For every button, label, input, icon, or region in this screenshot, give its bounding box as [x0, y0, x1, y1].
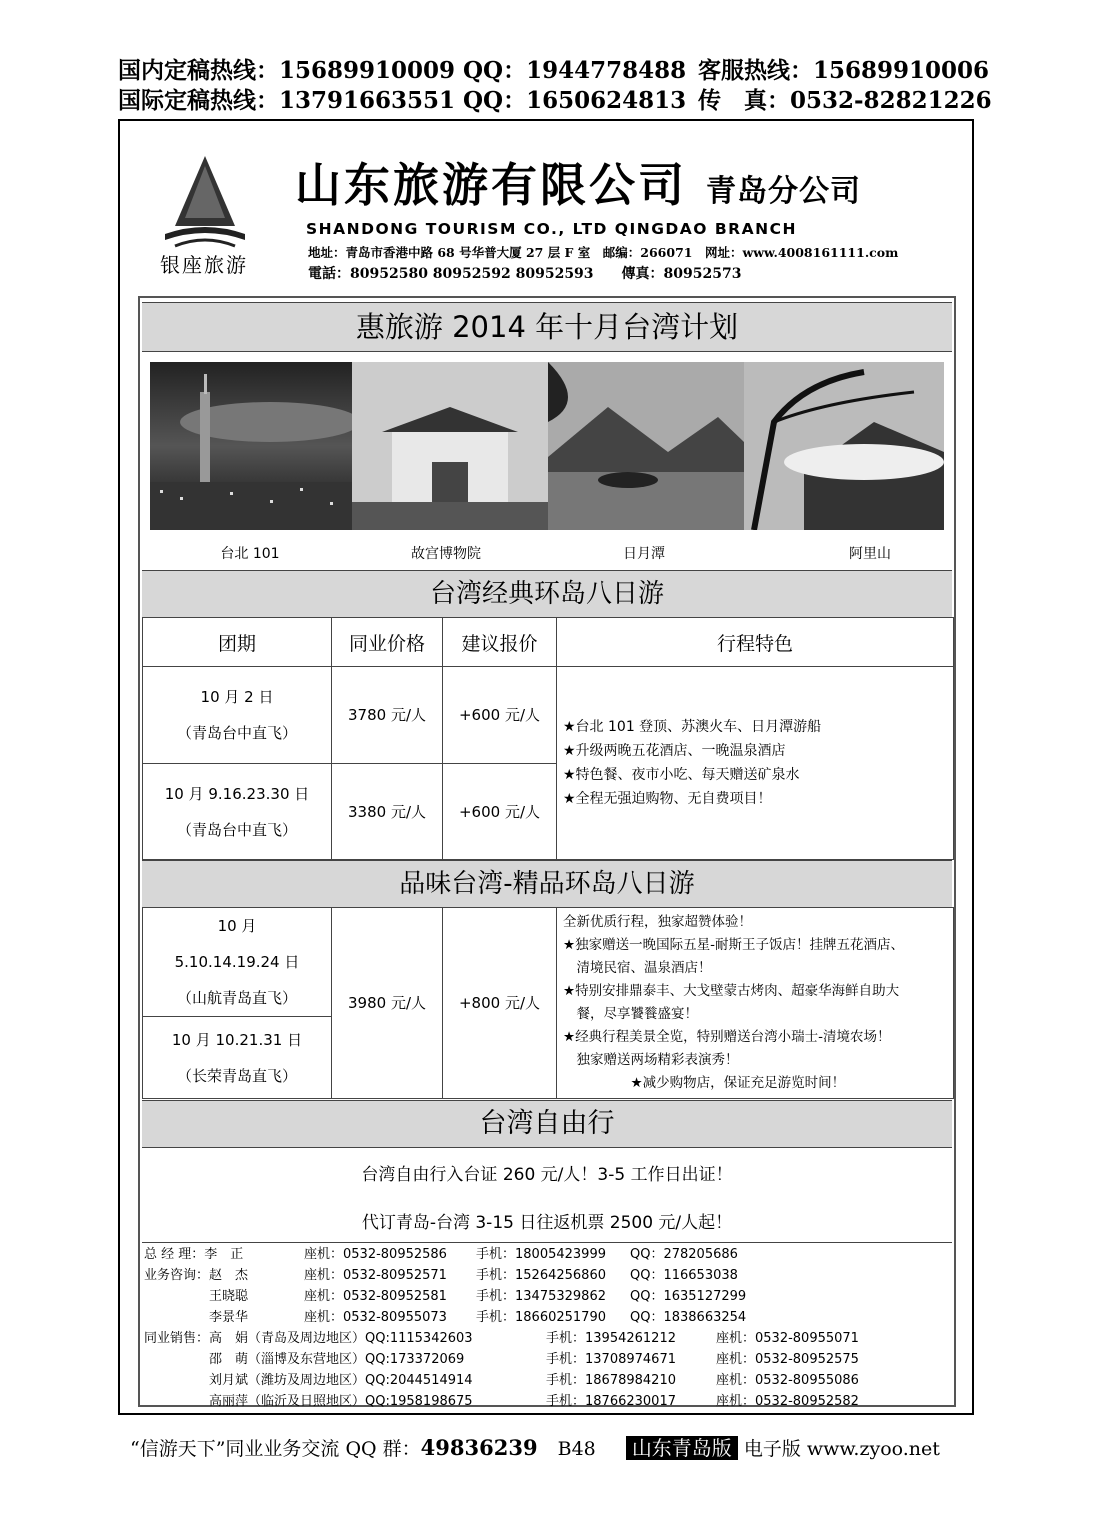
tour2-row1-date: [143, 908, 332, 1017]
company-logo-icon: [160, 156, 250, 256]
tour1-row1-route: （青岛台中直飞）: [176, 724, 297, 742]
contact-row: [144, 1265, 950, 1286]
tour1-feature: ★升级两晚五花酒店、一晚温泉酒店: [563, 743, 786, 759]
footer-site: 电子版 www.zyoo.net: [743, 1438, 940, 1460]
contact-name: 总 经 理：李 正: [144, 1247, 244, 1262]
sales-landline: 座机：0532-80952582: [716, 1394, 859, 1409]
header-trade-price: 同业价格: [332, 618, 443, 667]
tour1-title: 台湾经典环岛八日游: [142, 570, 952, 618]
tour2-title: 品味台湾-精品环岛八日游: [142, 860, 952, 908]
contact-landline: 座机：0532-80952581: [304, 1289, 447, 1304]
sun-moon-lake-photo: [548, 362, 744, 530]
footer: [130, 1432, 940, 1461]
sales-row: [144, 1370, 950, 1391]
fax: 传 真：0532-82821226: [698, 87, 992, 114]
header-date: 团期: [143, 618, 332, 667]
free-travel-line2: 代订青岛-台湾 3-15 日往返机票 2500 元/人起！: [361, 1213, 733, 1233]
tour1-row2-price: 3380 元/人: [332, 764, 443, 860]
free-travel-line1: 台湾自由行入台证 260 元/人！3-5 工作日出证！: [361, 1165, 733, 1185]
tour1-row2-date-text: 10 月 9.16.23.30 日: [164, 784, 310, 803]
edition-badge: 山东青岛版: [626, 1436, 738, 1460]
tour1-row2-route: （青岛台中直飞）: [176, 820, 297, 839]
contact-landline: 座机：0532-80952586: [304, 1247, 447, 1262]
sales-landline: 座机：0532-80955086: [716, 1373, 859, 1388]
header-features: 行程特色: [557, 618, 954, 667]
tour2-suggest: +800 元/人: [443, 908, 557, 1099]
company-name-cn: [295, 149, 861, 215]
sales-name-qq: 高丽萍（临沂及日照地区）QQ:1958198675: [144, 1394, 473, 1409]
header-suggest-price: 建议报价: [443, 618, 557, 667]
contact-landline: 座机：0532-80955073: [304, 1310, 447, 1325]
sales-landline: 座机：0532-80952575: [716, 1352, 859, 1367]
tour2-price: 3980 元/人: [332, 908, 443, 1099]
contact-row: [144, 1286, 950, 1307]
tour2-feature: 清境民宿、温泉酒店！: [563, 960, 712, 976]
tour1-feature: ★台北 101 登顶、苏澳火车、日月潭游船: [563, 719, 822, 735]
contact-row: [144, 1307, 950, 1328]
contact-name: 李景华: [144, 1310, 249, 1325]
tour1-row1-suggest: +600 元/人: [443, 667, 557, 764]
palace-museum-photo: [352, 362, 548, 530]
tour2-row2-date: [143, 1017, 332, 1099]
contacts-block: [144, 1244, 950, 1412]
company-phones: 電話：80952580 80952592 80952593 傳真：80952573: [308, 266, 742, 282]
contact-qq: QQ：1838663254: [630, 1310, 747, 1325]
flyer-title: 惠旅游 2014 年十月台湾计划: [142, 302, 952, 352]
tour2-feature: 独家赠送两场精彩表演秀！: [563, 1052, 739, 1068]
company-name: 山东旅游有限公司: [295, 158, 687, 212]
photo-caption-3: 日月潭: [623, 546, 665, 562]
sales-name-qq: 同业销售：高 娟（青岛及周边地区）QQ:1115342603: [144, 1331, 473, 1346]
tour1-row2-date: [143, 764, 332, 860]
company-name-en: SHANDONG TOURISM CO., LTD QINGDAO BRANCH: [306, 220, 797, 238]
tour2-table: [142, 907, 954, 1099]
sales-mobile: 手机：13954261212: [546, 1331, 676, 1346]
domestic-hotline: 国内定稿热线：15689910009: [118, 57, 456, 84]
tour2-feature: 全新优质行程，独家超赞体验！: [563, 914, 752, 930]
alishan-photo: [744, 362, 944, 530]
tour2-row1-days: 5.10.14.19.24 日: [174, 953, 300, 971]
contact-qq: QQ：1635127299: [630, 1289, 747, 1304]
sales-mobile: 手机：18766230017: [546, 1394, 676, 1409]
divider: [142, 1242, 952, 1243]
sales-mobile: 手机：13708974671: [546, 1352, 676, 1367]
contact-mobile: 手机：18660251790: [476, 1310, 606, 1325]
tour2-feature: ★独家赠送一晚国际五星-耐斯王子饭店！挂牌五花酒店、: [563, 937, 904, 953]
branch-name: 青岛分公司: [706, 174, 862, 209]
tour2-row1-route: （山航青岛直飞）: [176, 989, 297, 1007]
contact-qq: QQ：278205686: [630, 1247, 738, 1262]
sales-row: [144, 1391, 950, 1412]
tour2-feature: ★减少购物店，保证充足游览时间！: [563, 1075, 846, 1091]
tour1-features: [557, 667, 954, 860]
tour2-row2-days: 10 月 10.21.31 日: [171, 1030, 303, 1049]
tour1-feature: ★全程无强迫购物、无自费项目！: [563, 791, 772, 807]
footer-page: B48: [557, 1438, 596, 1460]
tour1-row1-price: 3780 元/人: [332, 667, 443, 764]
intl-qq: QQ：1650624813: [463, 87, 687, 114]
taipei-101-photo: [150, 362, 352, 530]
intl-hotline: 国际定稿热线：13791663551: [118, 87, 456, 114]
tour2-feature: 餐，尽享饕餮盛宴！: [563, 1006, 698, 1022]
tour2-feature: ★经典行程美景全览，特别赠送台湾小瑞士-清境农场！: [563, 1029, 891, 1045]
tour1-row1-date: [143, 667, 332, 764]
company-header: [120, 121, 972, 296]
tour2-row1-month: 10 月: [217, 917, 257, 935]
sales-name-qq: 刘月斌（潍坊及周边地区）QQ:2044514914: [144, 1373, 473, 1388]
sales-landline: 座机：0532-80955071: [716, 1331, 859, 1346]
photo-caption-4: 阿里山: [849, 546, 891, 562]
main-frame: [118, 119, 974, 1415]
sales-row: [144, 1349, 950, 1370]
sales-row: [144, 1328, 950, 1349]
photo-caption-1: 台北 101: [220, 546, 280, 562]
contact-qq: QQ：116653038: [630, 1268, 738, 1283]
logo-text: 银座旅游: [160, 253, 248, 277]
tour1-table: [142, 617, 954, 860]
contact-name: 王晓聪: [144, 1289, 249, 1304]
tour2-row2-route: （长荣青岛直飞）: [176, 1066, 297, 1085]
contact-row: [144, 1244, 950, 1265]
photo-caption-2: 故宫博物院: [411, 546, 481, 562]
contact-landline: 座机：0532-80952571: [304, 1268, 447, 1283]
footer-text: “信游天下”同业业务交流 QQ 群：: [130, 1438, 421, 1460]
sales-mobile: 手机：18678984210: [546, 1373, 676, 1388]
tour1-row2-suggest: +600 元/人: [443, 764, 557, 860]
tour2-features: [557, 908, 954, 1099]
sales-name-qq: 邵 萌（淄博及东营地区）QQ:173372069: [144, 1352, 465, 1367]
service-hotline: 客服热线：15689910006: [698, 57, 990, 84]
contact-mobile: 手机：18005423999: [476, 1247, 606, 1262]
tour1-row1-date-text: 10 月 2 日: [200, 688, 274, 706]
contact-mobile: 手机：13475329862: [476, 1289, 606, 1304]
company-address: 地址：青岛市香港中路 68 号华普大厦 27 层 F 室 邮编：266071 网址：www.4008161111.com: [308, 245, 899, 260]
free-travel-title: 台湾自由行: [142, 1100, 952, 1148]
flyer-body: [138, 296, 956, 1407]
contact-name: 业务咨询：赵 杰: [144, 1268, 249, 1283]
tour2-feature: ★特别安排鼎泰丰、大戈壁蒙古烤肉、超豪华海鲜自助大: [563, 983, 900, 999]
domestic-qq: QQ：1944778488: [463, 57, 687, 84]
tour1-feature: ★特色餐、夜市小吃、每天赠送矿泉水: [563, 767, 800, 783]
contact-mobile: 手机：15264256860: [476, 1268, 606, 1283]
footer-qq-group: 49836239: [420, 1435, 538, 1460]
photo-strip: [150, 362, 944, 530]
